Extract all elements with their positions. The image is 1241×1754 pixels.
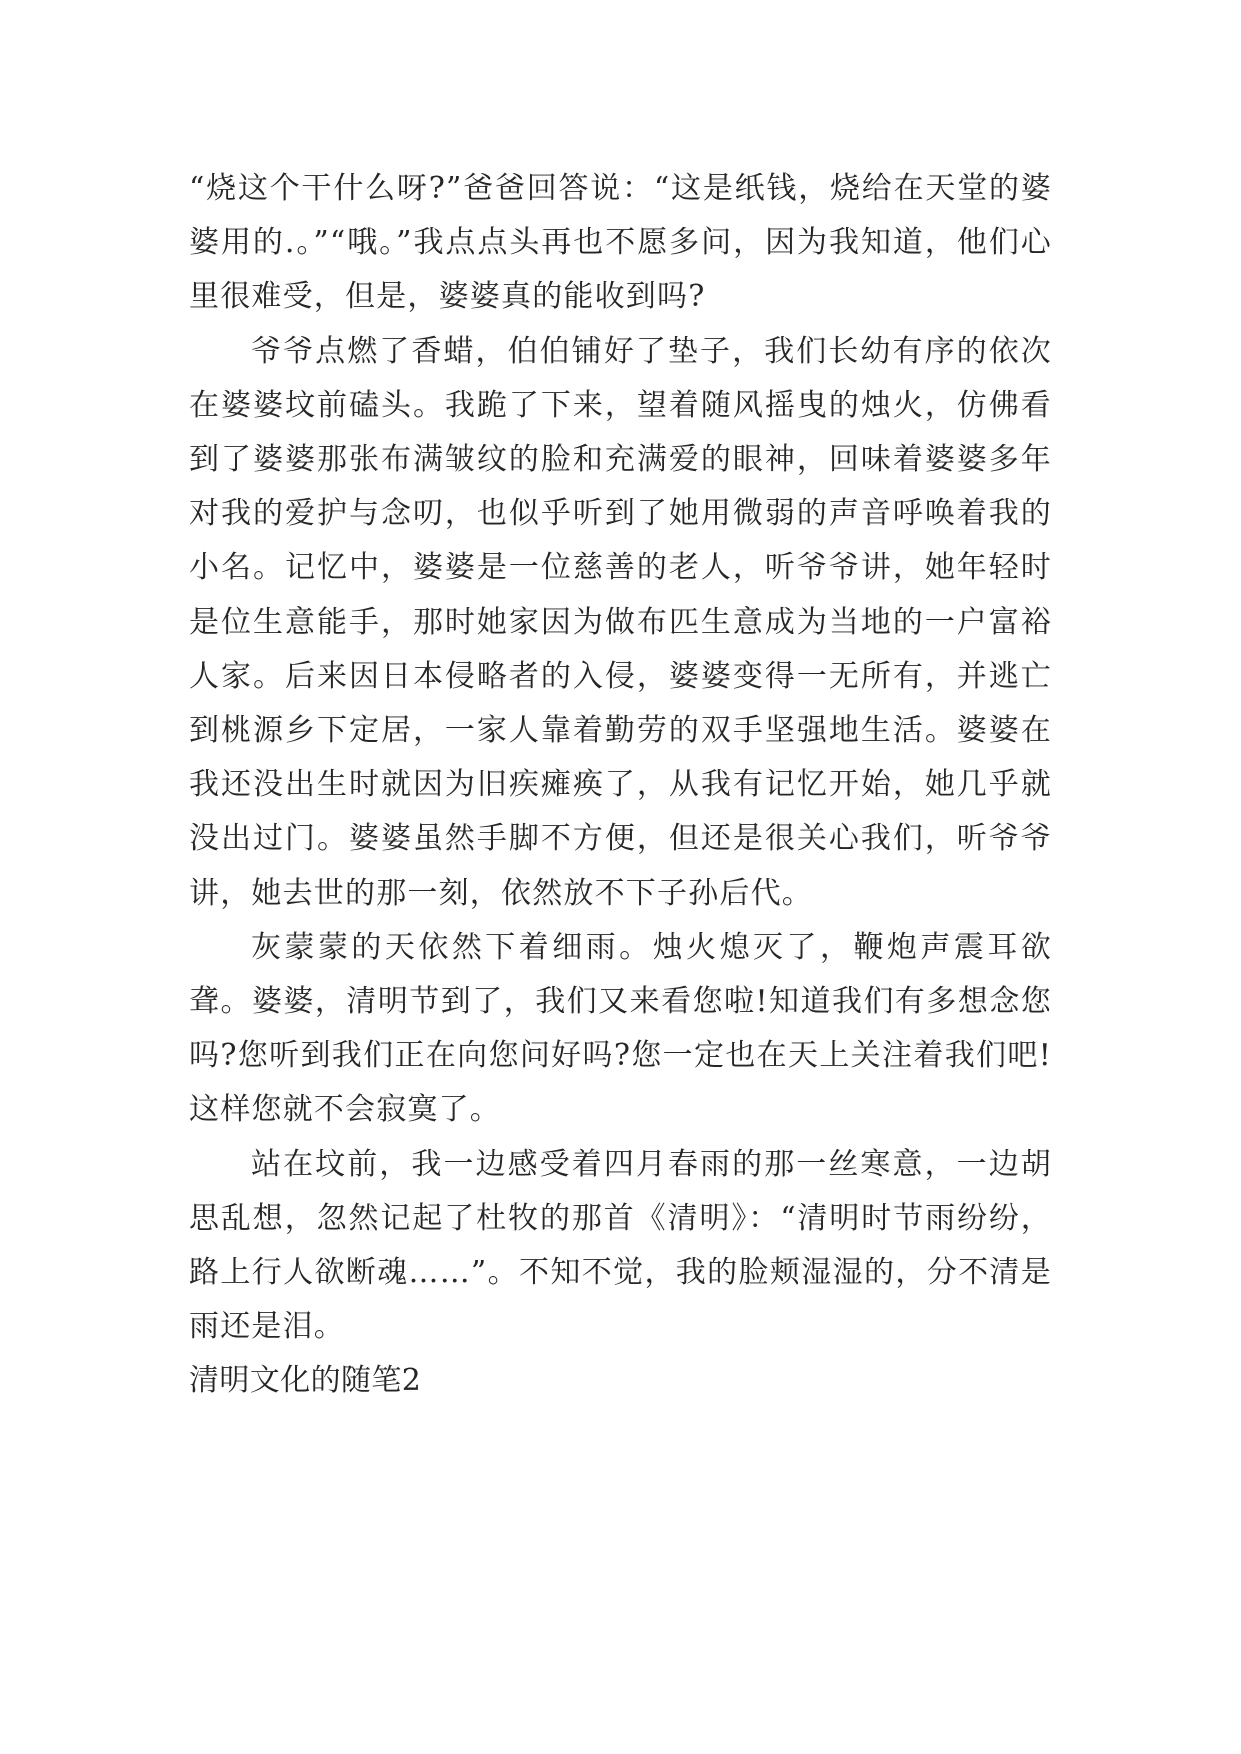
document-page (189, 162, 1052, 1409)
paragraph-1: “烧这个干什么呀?”爸爸回答说：“这是纸钱，烧给在天堂的婆婆用的.。”“哦。”我点点头再也不愿多问，因为我知道，他们心里很难受，但是，婆婆真的能收到吗? (189, 171, 1052, 315)
section-heading: 清明文化的随笔2 (189, 1363, 422, 1399)
paragraph-2: 爷爷点燃了香蜡，伯伯铺好了垫子，我们长幼有序的依次在婆婆坟前磕头。我跪了下来，望着随风摇曳的烛火，仿佛看到了婆婆那张布满皱纹的脸和充满爱的眼神，回味着婆婆多年对我的爱护与念叨，也似乎听到了她用微弱的声音呼唤着我的小名。记忆中，婆婆是一位慈善的老人，听爷爷讲，她年轻时是位生意能手，那时她家因为做布匹生意成为当地的一户富裕人家。后来因日本侵略者的入侵，婆婆变得一无所有，并逃亡到桃源乡下定居，一家人靠着勤劳的双手坚强地生活。婆婆在我还没出生时就因为旧疾瘫痪了，从我有记忆开始，她几乎就没出过门。婆婆虽然手脚不方便，但还是很关心我们，听爷爷讲，她去世的那一刻，依然放不下子孙后代。 (189, 333, 1052, 911)
paragraph-4: 站在坟前，我一边感受着四月春雨的那一丝寒意，一边胡思乱想，忽然记起了杜牧的那首《清明》：“清明时节雨纷纷，路上行人欲断魂……”。不知不觉，我的脸颊湿湿的，分不清是雨还是泪。 (189, 1146, 1052, 1345)
paragraph-3: 灰蒙蒙的天依然下着细雨。烛火熄灭了，鞭炮声震耳欲聋。婆婆，清明节到了，我们又来看您啦!知道我们有多想念您吗?您听到我们正在向您问好吗?您一定也在天上关注着我们吧!这样您就不会寂寞了。 (189, 929, 1052, 1128)
